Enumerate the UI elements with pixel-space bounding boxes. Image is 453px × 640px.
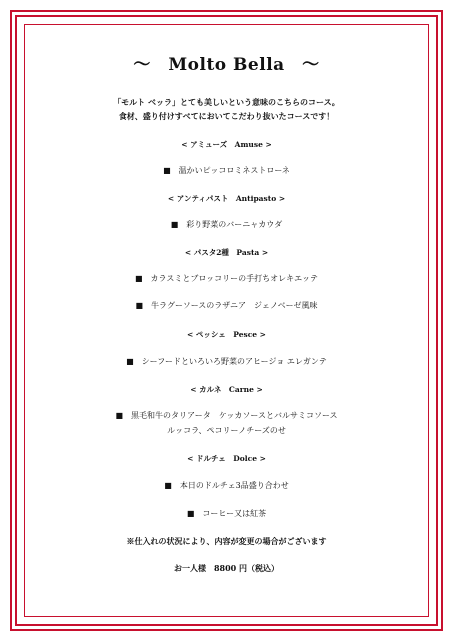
dish-item-continuation: ルッコラ、ペコリーノチーズのせ — [167, 426, 286, 435]
price-text: お一人様 8800 円（税込） — [173, 563, 280, 573]
intro-line: 食材、盛り付けすべてにおいてこだわり抜いたコースです！ — [118, 111, 335, 121]
dish-item: ■ シーフードといろいろ野菜のアヒージョ エレガンテ — [126, 357, 327, 366]
dish-item: ■ 黒毛和牛のタリアータ ケッカソースとバルサミコソース — [115, 411, 338, 420]
notice-text: ※仕入れの状況により、内容が変更の場合がございます — [126, 536, 327, 546]
course-category-antipasto: < アンティパスト Antipasto > — [167, 194, 286, 203]
dish-item: ■ 温かいピッコロミネストローネ — [163, 166, 290, 175]
course-category-pesce: < ペッシェ Pesce > — [187, 330, 266, 339]
course-category-pasta: < パスタ2種 Pasta > — [184, 248, 269, 257]
course-category-amuse: < アミューズ Amuse > — [181, 140, 272, 149]
dish-item: ■ 牛ラグーソースのラザニア ジェノベーゼ風味 — [135, 301, 318, 310]
intro-line: 「モルト ベッラ」とても美しいという意味のこちらのコース。 — [113, 97, 340, 107]
intro-text — [0, 95, 453, 123]
dish-item: ■ カラスミとブロッコリーの手打ちオレキエッテ — [135, 274, 318, 283]
course-category-carne: < カルネ Carne > — [190, 385, 263, 394]
dish-item: ■ コーヒー又は紅茶 — [186, 509, 267, 518]
dish-item: ■ 本日のドルチェ3品盛り合わせ — [164, 481, 289, 490]
course-category-dolce: < ドルチェ Dolce > — [187, 454, 266, 463]
menu-title: ～ Molto Bella ～ — [133, 55, 320, 75]
dish-item: ■ 彩り野菜のバーニャカウダ — [170, 220, 283, 229]
